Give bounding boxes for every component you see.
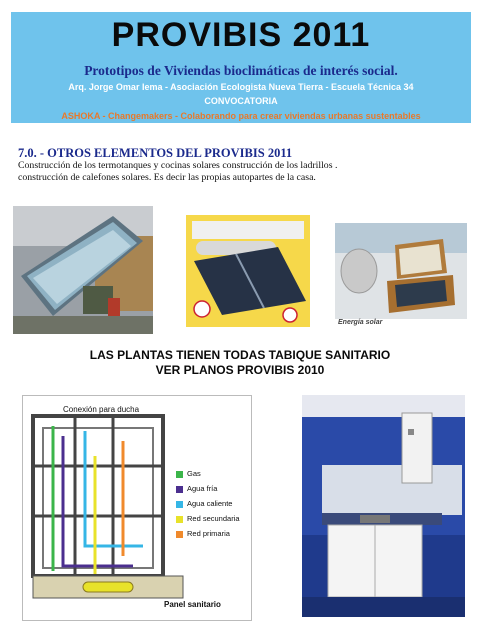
- solar-heater-photo: [13, 206, 153, 334]
- legend-swatch: [176, 486, 183, 493]
- convocatoria-label: CONVOCATORIA: [204, 96, 278, 106]
- section-heading: 7.0. - OTROS ELEMENTOS DEL PROVIBIS 2011: [18, 146, 293, 160]
- header-banner: [11, 12, 471, 123]
- sanitary-panel-illustration: [23, 396, 251, 620]
- diagram-title: Conexión para ducha: [63, 405, 140, 414]
- legend-label: Gas: [187, 469, 201, 478]
- legend-swatch: [176, 471, 183, 478]
- page-subtitle: Prototipos de Viviendas bioclimáticas de interés social.: [84, 63, 398, 78]
- solar-collector-photo: [186, 215, 310, 327]
- authors-line: Arq. Jorge Omar Iema - Asociación Ecologista Nueva Tierra - Escuela Técnica 34: [68, 82, 414, 92]
- kitchen-photo: [302, 395, 465, 617]
- description-line: Construcción de los termotanques y cocinas solares construcción de los ladrillos .: [18, 160, 338, 171]
- legend-label: Red secundaria: [187, 514, 240, 523]
- panel-label: Panel sanitario: [164, 600, 221, 609]
- sponsors-line: ASHOKA - Changemakers - Colaborando para crear viviendas urbanas sustentables: [61, 111, 421, 121]
- description-line: construcción de calefones solares. Es decir las propias autopartes de la casa.: [18, 172, 316, 183]
- sanitary-panel-diagram: [22, 395, 252, 621]
- note-line-1: LAS PLANTAS TIENEN TODAS TABIQUE SANITARIO: [89, 348, 391, 362]
- solar-caption: Energía solar: [338, 319, 383, 326]
- note-line-2: VER PLANOS PROVIBIS 2010: [155, 363, 325, 377]
- section-description: [18, 160, 468, 184]
- legend-label: Agua fría: [187, 484, 218, 493]
- legend-swatch: [176, 531, 183, 538]
- solar-cooker-photo: [335, 223, 467, 331]
- legend-swatch: [176, 516, 183, 523]
- page-title: PROVIBIS 2011: [111, 16, 371, 54]
- legend-label: Red primaria: [187, 529, 230, 538]
- legend-label: Agua caliente: [187, 499, 233, 508]
- legend-swatch: [176, 501, 183, 508]
